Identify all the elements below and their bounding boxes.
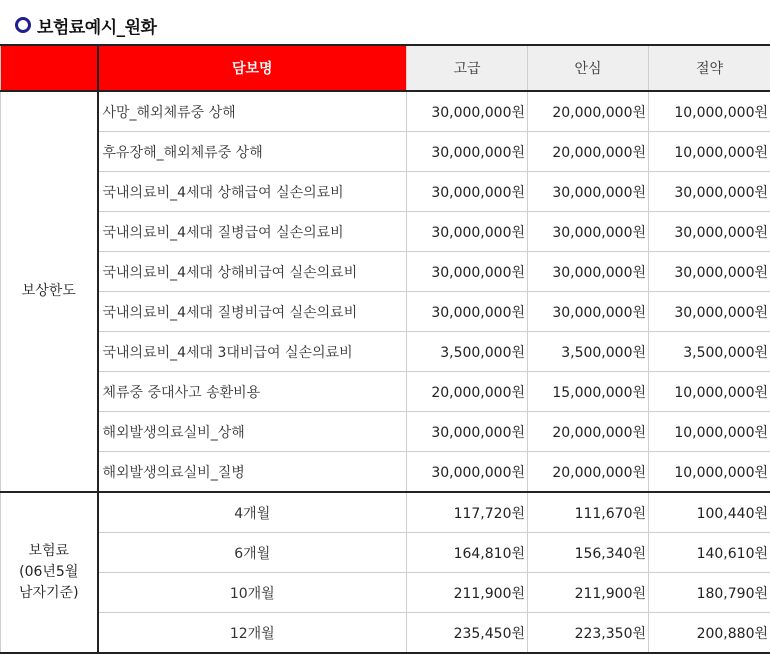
premium-label-line: 남자기준) — [18, 585, 79, 601]
coverage-amount: 30,000,000원 — [528, 252, 649, 292]
premium-label-line: 보험료 — [28, 543, 70, 559]
coverage-amount: 30,000,000원 — [407, 252, 528, 292]
coverage-amount: 30,000,000원 — [528, 212, 649, 252]
coverage-amount: 30,000,000원 — [407, 132, 528, 172]
coverage-amount: 30,000,000원 — [649, 252, 770, 292]
coverage-amount: 10,000,000원 — [649, 91, 770, 132]
table-row — [1, 292, 770, 332]
premium-amount: 111,670원 — [528, 492, 649, 533]
coverage-amount: 30,000,000원 — [649, 172, 770, 212]
premium-label — [1, 492, 98, 653]
table-row — [1, 492, 770, 533]
section-title — [15, 12, 156, 38]
table-row — [1, 212, 770, 252]
coverage-amount: 15,000,000원 — [528, 372, 649, 412]
coverage-amount: 30,000,000원 — [407, 412, 528, 452]
coverage-amount: 3,500,000원 — [528, 332, 649, 372]
coverage-name: 체류중 중대사고 송환비용 — [98, 372, 407, 412]
coverage-amount: 20,000,000원 — [528, 132, 649, 172]
table-row — [1, 613, 770, 654]
header-plan-economy: 절약 — [649, 45, 770, 91]
coverage-name: 국내의료비_4세대 상해비급여 실손의료비 — [98, 252, 407, 292]
table-row — [1, 452, 770, 493]
table-row — [1, 172, 770, 212]
coverage-amount: 30,000,000원 — [407, 292, 528, 332]
premium-amount: 156,340원 — [528, 533, 649, 573]
premium-amount: 117,720원 — [407, 492, 528, 533]
premium-amount: 180,790원 — [649, 573, 770, 613]
table-row — [1, 91, 770, 132]
premium-amount: 211,900원 — [407, 573, 528, 613]
coverage-amount: 30,000,000원 — [649, 292, 770, 332]
section-title-text: 보험료예시_원화 — [37, 17, 157, 38]
premium-amount: 211,900원 — [528, 573, 649, 613]
table-header-row — [1, 45, 770, 91]
table-row — [1, 252, 770, 292]
table-row — [1, 372, 770, 412]
coverage-amount: 10,000,000원 — [649, 452, 770, 493]
table-row — [1, 132, 770, 172]
coverage-amount: 20,000,000원 — [528, 452, 649, 493]
coverage-name: 사망_해외체류중 상해 — [98, 91, 407, 132]
coverage-amount: 30,000,000원 — [407, 212, 528, 252]
table-row — [1, 412, 770, 452]
premium-period: 4개월 — [98, 492, 407, 533]
header-plan-standard: 안심 — [528, 45, 649, 91]
circle-bullet-icon — [15, 17, 31, 33]
coverage-name: 국내의료비_4세대 질병급여 실손의료비 — [98, 212, 407, 252]
coverage-amount: 20,000,000원 — [528, 91, 649, 132]
premium-amount: 140,610원 — [649, 533, 770, 573]
premium-amount: 100,440원 — [649, 492, 770, 533]
coverage-amount: 30,000,000원 — [649, 212, 770, 252]
coverage-amount: 10,000,000원 — [649, 372, 770, 412]
coverage-amount: 3,500,000원 — [407, 332, 528, 372]
premium-amount: 235,450원 — [407, 613, 528, 654]
premium-period: 10개월 — [98, 573, 407, 613]
coverage-amount: 20,000,000원 — [528, 412, 649, 452]
coverage-amount: 30,000,000원 — [528, 172, 649, 212]
coverage-limit-label: 보상한도 — [1, 91, 98, 492]
coverage-amount: 30,000,000원 — [528, 292, 649, 332]
premium-period: 6개월 — [98, 533, 407, 573]
header-category — [1, 45, 98, 91]
coverage-amount: 10,000,000원 — [649, 132, 770, 172]
table-row — [1, 533, 770, 573]
coverage-name: 국내의료비_4세대 질병비급여 실손의료비 — [98, 292, 407, 332]
coverage-name: 국내의료비_4세대 3대비급여 실손의료비 — [98, 332, 407, 372]
premium-amount: 200,880원 — [649, 613, 770, 654]
coverage-name: 해외발생의료실비_질병 — [98, 452, 407, 493]
coverage-amount: 3,500,000원 — [649, 332, 770, 372]
coverage-amount: 30,000,000원 — [407, 172, 528, 212]
premium-period: 12개월 — [98, 613, 407, 654]
coverage-name: 해외발생의료실비_상해 — [98, 412, 407, 452]
coverage-amount: 30,000,000원 — [407, 91, 528, 132]
premium-label-line: (06년5월 — [19, 564, 79, 580]
coverage-name: 후유장해_해외체류중 상해 — [98, 132, 407, 172]
premium-amount: 164,810원 — [407, 533, 528, 573]
coverage-name: 국내의료비_4세대 상해급여 실손의료비 — [98, 172, 407, 212]
header-plan-premium: 고급 — [407, 45, 528, 91]
premium-amount: 223,350원 — [528, 613, 649, 654]
coverage-amount: 30,000,000원 — [407, 452, 528, 493]
premium-example-table — [0, 44, 770, 654]
coverage-amount: 20,000,000원 — [407, 372, 528, 412]
table-row — [1, 332, 770, 372]
coverage-amount: 10,000,000원 — [649, 412, 770, 452]
header-coverage-name: 담보명 — [98, 45, 407, 91]
table-row — [1, 573, 770, 613]
